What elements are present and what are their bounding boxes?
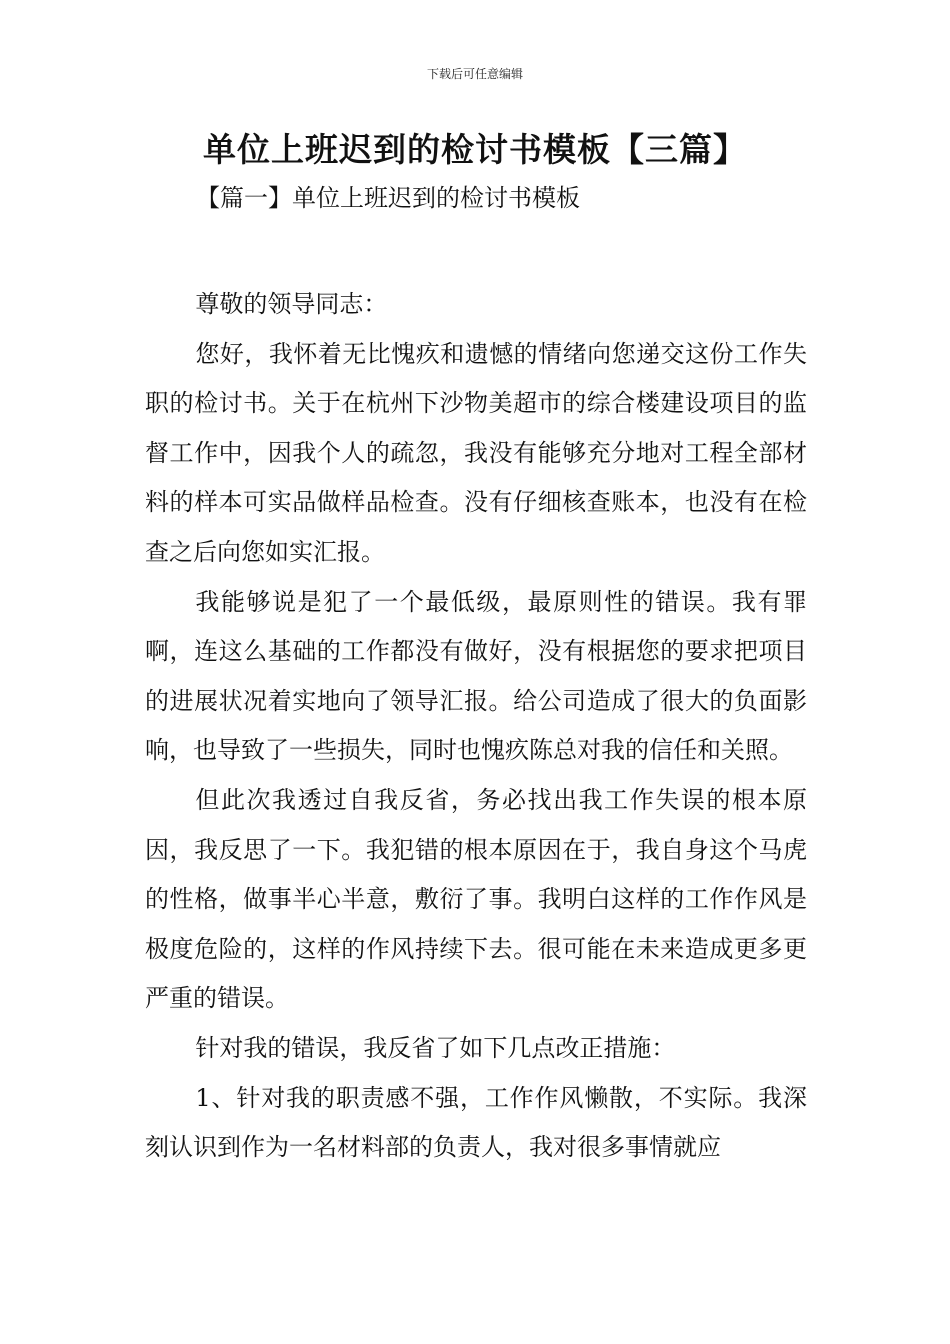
document-body [145, 280, 807, 1173]
paragraph: 针对我的错误，我反省了如下几点改正措施： [195, 1033, 676, 1062]
paragraph: 您好，我怀着无比愧疚和遗憾的情绪向您递交这份工作失职的检讨书。关于在杭州下沙物美超市的综合楼建设项目的监督工作中，因我个人的疏忽，我没有能够充分地对工程全部材料的样本可实品做样品检查。没有仔细核查账本，也没有在检查之后向您如实汇报。 [145, 339, 807, 566]
paragraph: 我能够说是犯了一个最低级，最原则性的错误。我有罪啊，连这么基础的工作都没有做好，没有根据您的要求把项目的进展状况着实地向了领导汇报。给公司造成了很大的负面影响，也导致了一些损失，同时也愧疚陈总对我的信任和关照。 [145, 587, 807, 765]
header-note: 下载后可任意编辑 [426, 67, 523, 81]
section-heading: 【篇一】单位上班迟到的检讨书模板 [196, 184, 580, 212]
paragraph: 但此次我透过自我反省，务必找出我工作失误的根本原因，我反思了一下。我犯错的根本原因在于，我自身这个马虎的性格，做事半心半意，敷衍了事。我明白这样的工作作风是极度危险的，这样的作风持续下去。很可能在未来造成更多更严重的错误。 [145, 785, 807, 1013]
document-title: 单位上班迟到的检讨书模板【三篇】 [203, 130, 747, 169]
paragraph: 1、针对我的职责感不强，工作作风懒散，不实际。我深刻认识到作为一名材料部的负责人，我对很多事情就应 [145, 1083, 807, 1162]
salutation: 尊敬的领导同志： [195, 290, 388, 318]
